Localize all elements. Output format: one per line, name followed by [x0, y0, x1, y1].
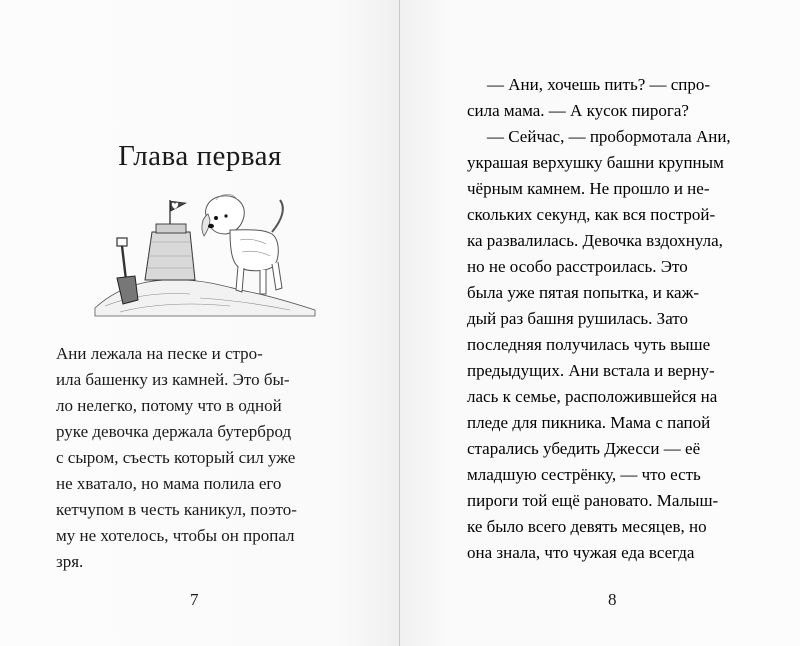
- text-line: предыдущих. Ани встала и верну-: [467, 361, 715, 380]
- text-line: пироги той ещё рановато. Малыш-: [467, 491, 719, 510]
- text-line: — Ани, хочешь пить? — спро-: [487, 75, 711, 94]
- text-line: — Сейчас, — пробормотала Ани,: [487, 127, 731, 146]
- page-number-right: 8: [608, 590, 617, 609]
- text-line: Ани лежала на песке и стро-: [56, 344, 263, 363]
- text-line: ло нелегко, потому что в одной: [56, 396, 282, 415]
- text-line: последняя получилась чуть выше: [467, 335, 711, 354]
- text-line: му не хотелось, чтобы он пропал: [56, 526, 295, 545]
- page-number-left: 7: [190, 590, 199, 609]
- left-page-text: [56, 341, 341, 575]
- text-line: лась к семье, расположившейся на: [467, 387, 718, 406]
- text-line: руке девочка держала бутерброд: [56, 422, 292, 441]
- text-line: скольких секунд, как вся построй-: [467, 205, 716, 224]
- text-line: сила мама. — А кусок пирога?: [467, 101, 689, 120]
- text-line: она знала, что чужая еда всегда: [467, 543, 695, 562]
- dog-sandcastle-illustration: [90, 180, 320, 320]
- text-line: младшую сестрёнку, — что есть: [467, 465, 701, 484]
- text-line: с сыром, съесть который сил уже: [56, 448, 296, 467]
- right-page-text: [467, 72, 770, 566]
- text-line: была уже пятая попытка, и каж-: [467, 283, 700, 302]
- text-line: не хватало, но мама полила его: [56, 474, 282, 493]
- text-line: дый раз башня рушилась. Зато: [467, 309, 688, 328]
- text-line: ке было всего девять месяцев, но: [467, 517, 707, 536]
- text-line: ка развалилась. Девочка вздохнула,: [467, 231, 723, 250]
- chapter-title: Глава первая: [118, 140, 282, 172]
- text-line: зря.: [56, 552, 84, 571]
- text-line: чёрным камнем. Не прошло и не-: [467, 179, 710, 198]
- text-line: ила башенку из камней. Это бы-: [56, 370, 290, 389]
- text-line: украшая верхушку башни крупным: [467, 153, 724, 172]
- text-line: но не особо расстроилась. Это: [467, 257, 688, 276]
- text-line: кетчупом в честь каникул, поэто-: [56, 500, 297, 519]
- text-line: пледе для пикника. Мама с папой: [467, 413, 711, 432]
- text-line: старались убедить Джесси — её: [467, 439, 701, 458]
